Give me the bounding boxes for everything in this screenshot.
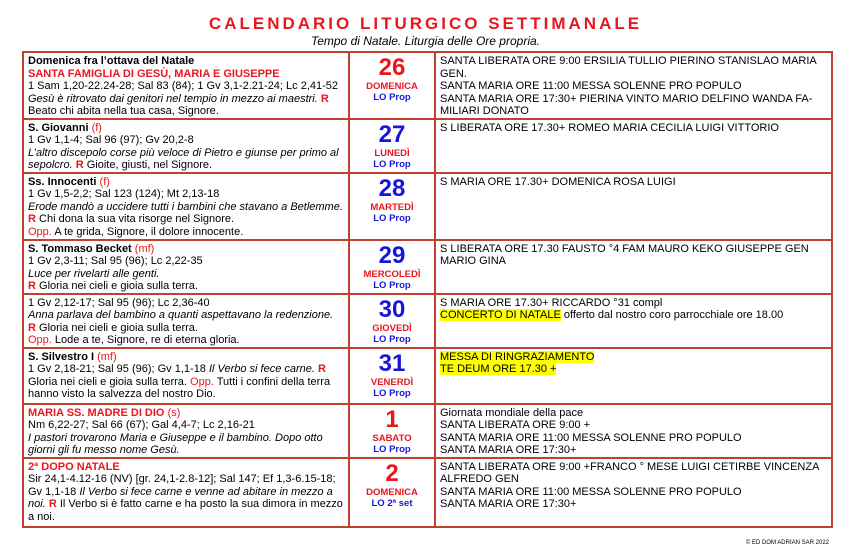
optional-response: Lode a te, Signore, re di eterna gloria. xyxy=(54,334,240,346)
day-number: 29 xyxy=(378,241,406,269)
event-line: S LIBERATA ORE 17.30+ ROMEO MARIA CECILIA LUIGI VITTORIO xyxy=(440,121,779,134)
highlighted-event: CONCERTO DI NATALE xyxy=(440,309,561,321)
day-name: GIOVEDÌ xyxy=(372,322,412,334)
readings: Sir 24,1-4.12-16 (NV) [gr. 24,1-2.8-12]; Sal 147; Ef 1,3-6.15-18; Gv 1,1-18 xyxy=(28,473,336,498)
liturgy-cell xyxy=(23,240,349,294)
page-subtitle: Tempo di Natale. Liturgia delle Ore propria. xyxy=(310,34,540,48)
celebration-name: S. Tommaso Becket xyxy=(28,242,132,255)
liturgical-color: (f) xyxy=(99,175,110,188)
optional-response: A te grida, Signore, il dolore innocente. xyxy=(54,225,244,238)
celebration-name: S. Silvestro I xyxy=(28,350,95,363)
response: Chi dona la sua vita risorge nel Signore. xyxy=(39,213,235,225)
day-name: DOMENICA xyxy=(366,81,418,92)
event-line: SANTA MARIA ORE 11:00 MESSA SOLENNE PRO POPULO xyxy=(440,485,742,498)
event-detail: offerto dal nostro coro parrocchiale ore 18.00 xyxy=(560,309,784,321)
liturgy-cell xyxy=(23,173,349,240)
optional-response-label: Opp. xyxy=(28,225,52,238)
event-line: Giornata mondiale della pace xyxy=(440,406,584,419)
event-line: SANTA LIBERATA ORE 9:00 + xyxy=(440,419,591,431)
antiphon: Luce per rivelarti alle genti. xyxy=(28,267,160,280)
events-cell xyxy=(435,240,832,294)
optional-response-label: Opp. xyxy=(190,375,214,388)
day-row-1 xyxy=(23,404,832,458)
day-row-30 xyxy=(23,294,832,348)
highlighted-event: TE DEUM ORE 17.30 + xyxy=(440,363,557,375)
liturgy-cell xyxy=(23,294,349,348)
liturgical-color: (mf) xyxy=(97,350,117,363)
optional-response-label: Opp. xyxy=(28,334,52,346)
readings: Nm 6,22-27; Sal 66 (67); Gal 4,4-7; Lc 2,16-21 xyxy=(28,419,255,431)
page-title: CALENDARIO LITURGICO SETTIMANALE xyxy=(208,14,643,33)
liturgical-color: (s) xyxy=(167,406,181,419)
day-name: MERCOLEDÌ xyxy=(363,268,421,280)
liturgy-hours: LO Prop xyxy=(373,333,411,345)
event-line xyxy=(440,309,827,322)
day-number: 26 xyxy=(378,54,406,81)
event-line: SANTA LIBERATA ORE 9:00 ERSILIA TULLIO PIERINO STANISLAO MARIA GEN. xyxy=(440,55,817,80)
celebration-name: Domenica fra l’ottava del Natale xyxy=(28,55,195,67)
response-label: R xyxy=(318,363,326,375)
day-row-26 xyxy=(23,52,832,119)
liturgy-cell xyxy=(23,458,349,527)
day-number: 31 xyxy=(378,349,406,377)
liturgy-hours: LO 2ª set xyxy=(371,497,413,509)
optional-response: Tutti i confini della terra hanno visto la salvezza del nostro Dio. xyxy=(28,375,331,400)
liturgy-hours: LO Prop xyxy=(373,158,411,170)
event-line: SANTA MARIA ORE 11:00 MESSA SOLENNE PRO POPULO xyxy=(440,431,742,444)
events-cell xyxy=(435,404,832,458)
liturgy-hours: LO Prop xyxy=(373,92,411,103)
response-label: R xyxy=(28,280,36,292)
event-line: SANTA MARIA ORE 17:30+ PIERINA VINTO MARIO DELFINO WANDA FA-MILIARI DONATO xyxy=(440,92,813,117)
antiphon: Erode mandò a uccidere tutti i bambini che stavano a Betlemme. xyxy=(28,200,343,213)
liturgical-color: (mf) xyxy=(134,242,155,255)
day-row-27 xyxy=(23,119,832,173)
liturgy-hours: LO Prop xyxy=(373,212,411,224)
event-line: S MARIA ORE 17.30+ DOMENICA ROSA LUIGI xyxy=(440,175,676,188)
liturgy-cell xyxy=(23,404,349,458)
readings: 1 Gv 2,18-21; Sal 95 (96); Gv 1,1-18 xyxy=(28,363,206,375)
readings: 1 Gv 2,12-17; Sal 95 (96); Lc 2,36-40 xyxy=(28,296,210,309)
response-label: R xyxy=(28,321,36,334)
antiphon: Il Verbo si fece carne e venne ad abitare in mezzo a noi. xyxy=(28,485,333,510)
liturgy-hours: LO Prop xyxy=(373,443,411,455)
day-row-29 xyxy=(23,240,832,294)
liturgical-color: (f) xyxy=(91,121,102,134)
response-label: R xyxy=(28,213,36,225)
day-name: LUNEDÌ xyxy=(374,147,410,159)
response: Beato chi abita nella tua casa, Signore. xyxy=(28,105,219,117)
antiphon: I pastori trovarono Maria e Giuseppe e il bambino. Dopo otto giorni gli fu messo nome Gesù. xyxy=(28,431,323,456)
day-number: 2 xyxy=(385,459,399,487)
antiphon: Il Verbo si fece carne. xyxy=(209,363,315,375)
response-label: R xyxy=(75,159,84,171)
day-cell xyxy=(349,119,435,173)
celebration-name: MARIA SS. MADRE DI DIO xyxy=(28,406,165,419)
response-label: R xyxy=(48,498,57,510)
day-cell xyxy=(349,404,435,458)
day-cell xyxy=(349,294,435,348)
liturgy-cell xyxy=(23,52,349,119)
day-row-2 xyxy=(23,458,832,527)
liturgy-cell xyxy=(23,119,349,173)
event-line: SANTA MARIA ORE 17:30+ xyxy=(440,498,577,510)
day-name: MARTEDÌ xyxy=(370,201,414,213)
calendar-table xyxy=(22,51,833,528)
event-line: SANTA MARIA ORE 17:30+ xyxy=(440,444,577,456)
celebration-name: 2ª DOPO NATALE xyxy=(28,460,120,473)
event-line xyxy=(440,363,827,376)
antiphon: Gesù è ritrovato dai genitori nel tempio in mezzo ai maestri. xyxy=(28,92,318,105)
liturgy-hours: LO Prop xyxy=(373,279,411,291)
liturgy-cell xyxy=(23,348,349,404)
liturgy-hours: LO Prop xyxy=(373,387,411,399)
day-cell xyxy=(349,458,435,527)
day-number: 28 xyxy=(378,174,406,202)
day-number: 30 xyxy=(378,295,406,323)
readings: 1 Sam 1,20-22.24-28; Sal 83 (84); 1 Gv 3,1-2.21-24; Lc 2,41-52 xyxy=(28,80,339,92)
day-name: SABATO xyxy=(372,432,412,444)
readings: 1 Gv 1,5-2,2; Sal 123 (124); Mt 2,13-18 xyxy=(28,188,220,200)
antiphon: L’altro discepolo corse più veloce di Pietro e giunse per primo al sepolcro. xyxy=(28,146,339,171)
day-row-28 xyxy=(23,173,832,240)
event-line: S LIBERATA ORE 17.30 FAUSTO °4 FAM MAURO KEKO GIUSEPPE GEN MARIO GINA xyxy=(440,242,809,267)
footer-copyright: © ED DOM ADRIAN SAR 2022 xyxy=(745,540,829,546)
events-cell xyxy=(435,458,832,527)
day-row-31 xyxy=(23,348,832,404)
day-name: DOMENICA xyxy=(366,486,418,498)
readings: 1 Gv 2,3-11; Sal 95 (96); Lc 2,22-35 xyxy=(28,255,203,267)
events-cell xyxy=(435,348,832,404)
celebration-name: S. Giovanni xyxy=(28,121,89,134)
day-number: 1 xyxy=(385,405,399,433)
day-cell xyxy=(349,240,435,294)
response-label: R xyxy=(320,92,329,105)
events-cell xyxy=(435,294,832,348)
event-line xyxy=(440,351,827,364)
response: Gloria nei cieli e gioia sulla terra. xyxy=(39,280,198,292)
day-cell xyxy=(349,173,435,240)
event-line: SANTA LIBERATA ORE 9:00 +FRANCO ° MESE LUIGI CETIRBE VINCENZA ALFREDO GEN xyxy=(440,460,819,485)
response: Gloria nei cieli e gioia sulla terra. xyxy=(28,375,187,388)
day-name: VENERDÌ xyxy=(370,376,414,388)
event-line: SANTA MARIA ORE 11:00 MESSA SOLENNE PRO POPULO xyxy=(440,80,742,92)
antiphon: Anna parlava del bambino a quanti aspettavano la redenzione. xyxy=(28,309,334,321)
highlighted-event: MESSA DI RINGRAZIAMENTO xyxy=(440,350,595,363)
response: Gloria nei cieli e gioia sulla terra. xyxy=(39,321,198,334)
events-cell xyxy=(435,52,832,119)
day-number: 27 xyxy=(378,120,406,148)
day-cell xyxy=(349,52,435,119)
celebration-name-feast: SANTA FAMIGLIA DI GESÙ, MARIA E GIUSEPPE xyxy=(28,67,280,80)
readings: 1 Gv 1,1-4; Sal 96 (97); Gv 20,2-8 xyxy=(28,134,194,146)
events-cell xyxy=(435,173,832,240)
response: Gioite, giusti, nel Signore. xyxy=(86,159,213,171)
events-cell xyxy=(435,119,832,173)
response: Il Verbo si è fatto carne e ha posto la sua dimora in mezzo a noi. xyxy=(28,498,343,523)
celebration-name: Ss. Innocenti xyxy=(28,175,97,188)
day-cell xyxy=(349,348,435,404)
event-line: S MARIA ORE 17.30+ RICCARDO °31 compl xyxy=(440,296,663,309)
